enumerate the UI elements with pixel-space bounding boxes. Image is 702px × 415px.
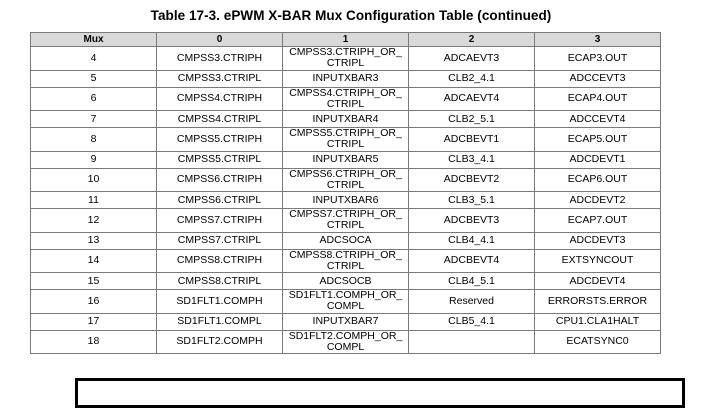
table-cell: CMPSS6.CTRIPL: [157, 192, 283, 209]
mux-number-cell: 6: [31, 87, 157, 111]
table-row: [31, 151, 661, 168]
table-cell: CMPSS3.CTRIPH_OR_ CTRIPL: [283, 47, 409, 71]
table-row: [31, 290, 661, 314]
table-cell: CMPSS4.CTRIPH_OR_ CTRIPL: [283, 87, 409, 111]
mux-number-cell: 12: [31, 209, 157, 233]
table-header-row: [31, 33, 661, 47]
table-cell: ADCDEVT2: [535, 192, 661, 209]
table-cell: [409, 330, 535, 354]
table-cell: CMPSS3.CTRIPH: [157, 47, 283, 71]
table-cell: SD1FLT1.COMPH_OR_ COMPL: [283, 290, 409, 314]
table-cell: CMPSS8.CTRIPH: [157, 249, 283, 273]
mux-number-cell: 7: [31, 111, 157, 128]
table-cell: CPU1.CLA1HALT: [535, 313, 661, 330]
table-cell: CMPSS7.CTRIPL: [157, 232, 283, 249]
table-cell: CLB3_5.1: [409, 192, 535, 209]
table-row: [31, 209, 661, 233]
table-cell: CLB2_4.1: [409, 70, 535, 87]
table-cell: CMPSS5.CTRIPL: [157, 151, 283, 168]
table-row: [31, 232, 661, 249]
table-row: [31, 47, 661, 71]
table-cell: CLB4_4.1: [409, 232, 535, 249]
table-cell: ADCCEVT4: [535, 111, 661, 128]
table-cell: CLB5_4.1: [409, 313, 535, 330]
table-row: [31, 313, 661, 330]
mux-number-cell: 4: [31, 47, 157, 71]
mux-number-cell: 9: [31, 151, 157, 168]
table-caption: Table 17-3. ePWM X-BAR Mux Configuration Table (continued): [150, 8, 552, 23]
table-cell: ADCBEVT2: [409, 168, 535, 192]
table-cell: ECAP6.OUT: [535, 168, 661, 192]
table-cell: SD1FLT1.COMPH: [157, 290, 283, 314]
table-cell: ECAP4.OUT: [535, 87, 661, 111]
table-cell: ADCAEVT4: [409, 87, 535, 111]
table-cell: CMPSS3.CTRIPL: [157, 70, 283, 87]
table-row: [31, 111, 661, 128]
table-cell: INPUTXBAR5: [283, 151, 409, 168]
table-row: [31, 192, 661, 209]
header-col-2: 2: [409, 33, 535, 47]
table-cell: ADCCEVT3: [535, 70, 661, 87]
mux-number-cell: 17: [31, 313, 157, 330]
table-row: [31, 330, 661, 354]
mux-number-cell: 18: [31, 330, 157, 354]
table-cell: ECAP3.OUT: [535, 47, 661, 71]
table-cell: ERRORSTS.ERROR: [535, 290, 661, 314]
table-cell: SD1FLT2.COMPH_OR_ COMPL: [283, 330, 409, 354]
header-col-3: 3: [535, 33, 661, 47]
mux-config-table: [30, 32, 661, 354]
highlight-box-row-18: [75, 378, 685, 408]
table-cell: CMPSS7.CTRIPH: [157, 209, 283, 233]
table-row: [31, 70, 661, 87]
table-cell: CMPSS4.CTRIPH: [157, 87, 283, 111]
table-cell: ADCDEVT1: [535, 151, 661, 168]
table-row: [31, 128, 661, 152]
table-cell: CMPSS4.CTRIPL: [157, 111, 283, 128]
header-col-0: 0: [157, 33, 283, 47]
table-cell: CMPSS6.CTRIPH_OR_ CTRIPL: [283, 168, 409, 192]
table-cell: CLB3_4.1: [409, 151, 535, 168]
table-cell: CLB4_5.1: [409, 273, 535, 290]
table-cell: ECAP5.OUT: [535, 128, 661, 152]
table-cell: Reserved: [409, 290, 535, 314]
table-row: [31, 273, 661, 290]
table-cell: SD1FLT1.COMPL: [157, 313, 283, 330]
table-cell: CLB2_5.1: [409, 111, 535, 128]
table-cell: ADCSOCA: [283, 232, 409, 249]
mux-number-cell: 13: [31, 232, 157, 249]
table-cell: CMPSS6.CTRIPH: [157, 168, 283, 192]
header-col-1: 1: [283, 33, 409, 47]
table-cell: CMPSS5.CTRIPH_OR_ CTRIPL: [283, 128, 409, 152]
mux-number-cell: 5: [31, 70, 157, 87]
table-cell: CMPSS7.CTRIPH_OR_ CTRIPL: [283, 209, 409, 233]
table-cell: INPUTXBAR6: [283, 192, 409, 209]
table-cell: ADCSOCB: [283, 273, 409, 290]
table-cell: CMPSS5.CTRIPH: [157, 128, 283, 152]
table-cell: ADCAEVT3: [409, 47, 535, 71]
table-row: [31, 87, 661, 111]
table-cell: ADCDEVT3: [535, 232, 661, 249]
table-cell: CMPSS8.CTRIPL: [157, 273, 283, 290]
header-mux: Mux: [31, 33, 157, 47]
mux-number-cell: 16: [31, 290, 157, 314]
table-cell: ADCDEVT4: [535, 273, 661, 290]
mux-number-cell: 10: [31, 168, 157, 192]
table-cell: ECAP7.OUT: [535, 209, 661, 233]
table-cell: ADCBEVT1: [409, 128, 535, 152]
table-cell: ADCBEVT3: [409, 209, 535, 233]
table-cell: ECATSYNC0: [535, 330, 661, 354]
mux-number-cell: 14: [31, 249, 157, 273]
table-cell: INPUTXBAR3: [283, 70, 409, 87]
mux-number-cell: 8: [31, 128, 157, 152]
mux-number-cell: 15: [31, 273, 157, 290]
table-row: [31, 249, 661, 273]
table-row: [31, 168, 661, 192]
table-cell: EXTSYNCOUT: [535, 249, 661, 273]
mux-number-cell: 11: [31, 192, 157, 209]
table-cell: CMPSS8.CTRIPH_OR_ CTRIPL: [283, 249, 409, 273]
table-cell: INPUTXBAR4: [283, 111, 409, 128]
table-cell: ADCBEVT4: [409, 249, 535, 273]
table-cell: INPUTXBAR7: [283, 313, 409, 330]
table-cell: SD1FLT2.COMPH: [157, 330, 283, 354]
